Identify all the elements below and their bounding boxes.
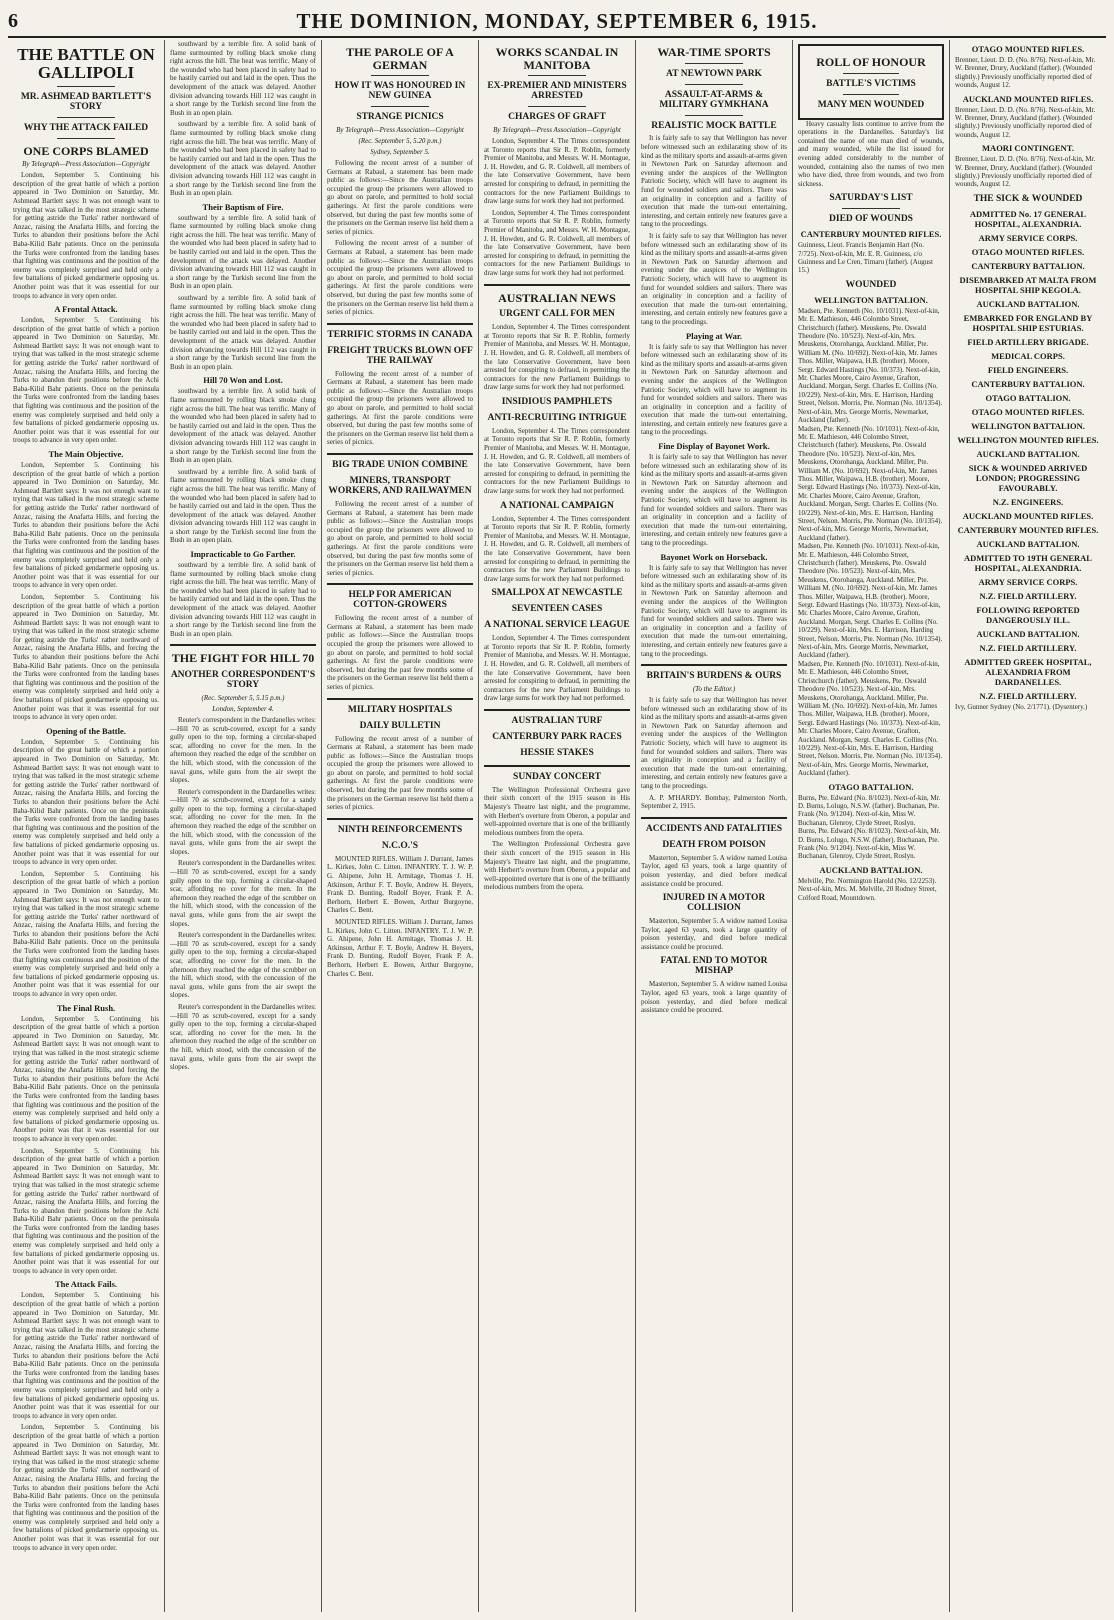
headline-works-scandal: WORKS SCANDAL IN MANITOBA (495, 45, 619, 72)
name-list: MOUNTED RIFLES. William J. Durrant, James L. Kirkes, John C. Litten. INFANTRY. T. J. W. P. G. Ahipene, John H. Armitage, Thomas J. H. Atkinson, Arthur F. T. Boyle, Andrew H. Beyers, Frank D. Bunting, Rudolf Boyer, Frank P. A. Berhorn, Herbert E. Bowen, Arthur Burgoyne, Charles C. Bent. (327, 917, 473, 978)
article-body: Reuter's correspondent in the Dardanelles writes:—Hill 70 as scrub-covered, except for a sandy gully open to the top, forming a circular-shaped scar, affording no cover for the men. In the afternoon they reached the edge of the scrubber on the hill, which stood, with the concussion of the naval guns, while guns from the air swept the slopes. (170, 1002, 316, 1072)
subhead-battles-victims: BATTLE'S VICTIMS (826, 78, 916, 89)
subhead-correspondent-story: ANOTHER CORRESPONDENT'S STORY (170, 670, 316, 690)
article-body: Masterton, September 5. A widow named Louisa Taylor, aged 63 years, took a large quantity of poison yesterday, and died before medical assistance could be procured. (641, 853, 787, 888)
casualty-list: Burns, Pte. Edward (No. 8/1023). Next-of-kin, Mr. D. Burns, Lolugo, N.S.W. (father). Buchanan, Pte. Frank (No. 9/1204). Next-of-kin, Miss W. Buchanan, Glenroy, Clyde Street, Roslyn. (798, 793, 941, 827)
section-heading: Playing at War. (686, 330, 742, 341)
unit-heading: N.Z. FIELD ARTILLERY. (979, 642, 1077, 653)
article-body: London, September 5. Continuing his description of the great battle of which a portion appeared in Two Dominion on Saturday, Mr. Ashmead Bartlett says: It was not enough want to trying that was talked in the most strategic scheme for getting astride the Turks' rather northward of Anzac, raising the Anafarta Hills, and forcing the Turks to abandon their positions before the Achi Baba-Kilid Bahr patients. Once on the peninsula the Turks were confronted from the landing bases that fighting was continuous and the position of the enemy was completely surprised and held only a few battalions of picked gendarmerie opposing us. Another point was that it was essential for our troops to advance in very open order. (13, 1423, 159, 1552)
article-body: southward by a terrible fire. A solid bank of flame surmounted by rolling black smoke clung right across the hill. The heat was terrific. Many of the wounded who had been placed in safety had to be hastily carried out and laid in the open. Thus the development of the attack was delayed. Another division advancing towards Hill 112 was caught in a short range by the Turkish second line from the Bush in an open plain. (170, 467, 316, 545)
section-heading: A Frontal Attack. (54, 304, 118, 315)
headline-saturdays-list: SATURDAY'S LIST (829, 193, 913, 204)
column-7 (950, 40, 1106, 1612)
subhead-daily-bulletin: DAILY BULLETIN (359, 720, 441, 731)
unit-heading: OTAGO BATTALION. (985, 392, 1071, 403)
subhead-anti-recruiting: ANTI-RECRUITING INTRIGUE (487, 412, 627, 423)
casualty-list: Madsen, Pte. Kenneth (No. 10/1031). Next-of-kin, Mr. E. Mathieson, 446 Colombo Street, Christchurch (father). Meuskens, Pte. Oswald Theodore (No. 10/523). Next-of-kin, Mrs. Meuskens, Otorohanga, Auckland. Miller, Pte. William M. (No. 10/692). Next-of-kin, Mr. James Thos. Miller, Waipawa, H.B. (brother). Moore, Sergt. Edward Hastings (No. 10/373). Next-of-kin, Mr. Charles Moore, Cairo Avenue, Grafton, Auckland. Morgan, Sergt. Charles E. Collins (No. 10/229). Next-of-kin, Mrs. E. Harrison, Harding Street, Nelson. Morris, Pte. Norman (No. 10/1354). Next-of-kin, Mrs. George Morris, Newmarket, Auckland (father). (798, 659, 943, 778)
article-body: London, September 5. Continuing his description of the great battle of which a portion appeared in Two Dominion on Saturday, Mr. Ashmead Bartlett says: It was not enough want to trying that was talked in the most strategic scheme for getting astride the Turks' rather northward of Anzac, raising the Anafarta Hills, and forcing the Turks to abandon their positions before the Achi Baba-Kilid Bahr patients. Once on the peninsula the Turks were confronted from the landing bases that fighting was continuous and the position of the enemy was completely surprised and held only a few battalions of picked gendarmerie opposing us. Another point was that it was essential for our troops to advance in very open order. (13, 1146, 159, 1275)
unit-heading: WELLINGTON MOUNTED RIFLES. (957, 434, 1099, 445)
byline: By Telegraph—Press Association—Copyright (22, 160, 150, 169)
unit-heading: AUCKLAND MOUNTED RIFLES. (962, 93, 1094, 104)
column-5 (636, 40, 793, 1612)
headline-battle-gallipoli: THE BATTLE ON GALLIPOLI (17, 45, 155, 82)
article-body: It is fairly safe to say that Wellington has never before witnessed such an exhilarating show of its kind as the military sports and assault-at-arms given in Newtown Park on Saturday afternoon and evening under the auspices of the Wellington Patriotic Society, which will have to augment its fund for wounded soldiers and sailors. There was an originality in conception and a facility of execution that made the turn-out entertaining, interesting, and certain entirely new features gave a tang to the proceedings. (641, 342, 787, 437)
headline-australian-news: AUSTRALIAN NEWS (498, 290, 616, 305)
section-heading: Their Baptism of Fire. (202, 201, 284, 212)
subhead-attack-failed: WHY THE ATTACK FAILED (23, 122, 149, 133)
unit-heading: CANTERBURY BATTALION. (971, 378, 1085, 389)
headline-fight-hill-70: THE FIGHT FOR HILL 70 (171, 651, 315, 666)
headline-parole-german: THE PAROLE OF A GERMAN (346, 45, 454, 72)
article-body: southward by a terrible fire. A solid bank of flame surmounted by rolling black smoke clung right across the hill. The heat was terrific. Many of the wounded who had been placed in safety had to be hastily carried out and laid in the open. Thus the development of the attack was delayed. Another division advancing towards Hill 112 was caught in a short range by the Turkish second line from the Bush in an open plain. (170, 213, 316, 291)
dateline: London, September 4. (212, 704, 274, 713)
subhead-ncos: N.C.O.'S (381, 840, 419, 851)
subhead-ex-premier: EX-PREMIER AND MINISTERS ARRESTED (487, 81, 627, 102)
columns (8, 40, 1106, 1612)
subhead-bartlett-story: MR. ASHMEAD BARTLETT'S STORY (20, 91, 152, 112)
article-body: southward by a terrible fire. A solid bank of flame surmounted by rolling black smoke clung right across the hill. The heat was terrific. Many of the wounded who had been placed in safety had to be hastily carried out and laid in the open. Thus the development of the attack was delayed. Another division advancing towards Hill 112 was caught in a short range by the Turkish second line from the Bush in an open plain. (170, 120, 316, 198)
unit-heading: OTAGO MOUNTED RIFLES. (971, 246, 1085, 257)
subhead-strange-picnics: STRANGE PICNICS (356, 112, 444, 123)
article-body: London, September 5. Continuing his description of the great battle of which a portion appeared in Two Dominion on Saturday, Mr. Ashmead Bartlett says: It was not enough want to trying that was talked in the most strategic scheme for getting astride the Turks' rather northward of Anzac, raising the Anafarta Hills, and forcing the Turks to abandon their positions before the Achi Baba-Kilid Bahr patients. Once on the peninsula the Turks were confronted from the landing bases that fighting was continuous and the position of the enemy was completely surprised and held only a few battalions of picked gendarmerie opposing us. Another point was that it was essential for our troops to advance in very open order. (13, 592, 159, 722)
unit-heading: AUCKLAND BATTALION. (819, 864, 923, 875)
headline-wounded: WOUNDED (845, 279, 897, 290)
article-body: It is fairly safe to say that Wellington has never before witnessed such an exhilarating show of its kind as the military sports and assault-at-arms given in Newtown Park on Saturday afternoon and evening under the auspices of the Wellington Patriotic Society, which will have to augment its fund for wounded soldiers and sailors. There was an originality in conception and a facility of execution that made the turn-out entertaining, interesting, and certain entirely new features gave a tang to the proceedings. (641, 453, 787, 547)
unit-heading: SICK & WOUNDED ARRIVED LONDON; PROGRESSING FAVOURABLY. (968, 462, 1088, 493)
section-heading: The Final Rush. (56, 1002, 116, 1013)
article-body: Reuter's correspondent in the Dardanelles writes:—Hill 70 as scrub-covered, except for a sandy gully open to the top, forming a circular-shaped scar, affording no cover for the men. In the afternoon they reached the edge of the scrubber on the hill, which stood, with the concussion of the naval guns, while guns from the air swept the slopes. (170, 787, 316, 856)
section-heading: Bayonet Work on Horseback. (660, 551, 768, 562)
casualty-list: Melville, Pte. Normington Harold (No. 12/2253). Next-of-kin, Mrs. M. Melville, 20 Rodney Street, Colford Road, Mountdown. (798, 876, 937, 902)
name-list: MOUNTED RIFLES. William J. Durrant, James L. Kirkes, John C. Litten. INFANTRY. T. J. W. P. G. Ahipene, John H. Armitage, Thomas J. H. Atkinson, Arthur F. T. Boyle, Andrew H. Beyers, Frank D. Bunting, Rudolf Boyer, Frank P. A. Berhorn, Herbert E. Bowen, Arthur Burgoyne, Charles C. Bent. (327, 854, 473, 915)
article-body: The Wellington Professional Orchestra gave their sixth concert of the 1915 season in His Majesty's Theatre last night, and the programme, with Herbert's overture from Oberon, a popular and well-appointed overture that is one of the brilliantly melodious numbers from the opera. (484, 840, 630, 892)
unit-heading: ADMITTED TO 19TH GENERAL HOSPITAL, ALEXANDRIA. (964, 552, 1092, 573)
article-body: southward by a terrible fire. A solid bank of flame surmounted by rolling black smoke clung right across the hill. The heat was terrific. Many of the wounded who had been placed in safety had to be hastily carried out and laid in the open. Thus the development of the attack was delayed. Another division advancing towards Hill 112 was caught in a short range by the Turkish second line from the Bush in an open plain. (170, 561, 316, 638)
unit-heading: WELLINGTON BATTALION. (971, 420, 1085, 431)
casualty-entry: Ivy, Gunner Sydney (No. 2/1771). (Dysentery.) (955, 702, 1088, 711)
unit-heading: N.Z. ENGINEERS. (992, 496, 1064, 507)
page-number: 6 (8, 9, 18, 32)
unit-heading: CANTERBURY MOUNTED RIFLES. (957, 524, 1099, 535)
subhead-mock-battle: REALISTIC MOCK BATTLE (651, 120, 777, 131)
unit-heading: ARMY SERVICE CORPS. (978, 576, 1078, 587)
column-1 (8, 40, 165, 1612)
article-body: London, September 4. The Times correspondent at Toronto reports that Sir R. P. Roblin, formerly Premier of Manitoba, and Messrs. W. H. Montague, J. H. Howden, and G. R. Coldwell, all members of the late Conservative Government, have been arrested for conspiring to defraud, in permitting the contractors for the new Parliament Buildings to draw large sums for work they had not performed. (484, 323, 630, 392)
article-body: Heavy casualty lists continue to arrive from the operations in the Dardanelles. Saturday's list contained the name of one man died of wounds, and many wounded, while the list issued for evening added considerably to the number of wounded, containing also the names of two men who have died, three from wounds, and two from sickness. (798, 119, 944, 188)
unit-heading: ADMITTED GREEK HOSPITAL, ALEXANDRIA FROM DARDANELLES. (964, 656, 1092, 687)
article-body: southward by a terrible fire. A solid bank of flame surmounted by rolling black smoke clung right across the hill. The heat was terrific. Many of the wounded who had been placed in safety had to be hastily carried out and laid in the open. Thus the development of the attack was delayed. Another division advancing towards Hill 112 was caught in a short range by the Turkish second line from the Bush in an open plain. (170, 40, 316, 117)
unit-heading: ARMY SERVICE CORPS. (978, 232, 1078, 243)
section-heading: Fine Display of Bayonet Work. (658, 441, 770, 452)
article-body: Following the recent arrest of a number of Germans at Rabaul, a statement has been made public as follows:—Since the Australian troops occupied the group the prisoners were allowed to go about on parole, and permitted to hold social gatherings. At first the parole conditions were observed, but during the past few months some of the prisoners on the German reserve list held them a series of picnics. (327, 499, 473, 577)
unit-heading: EMBARKED FOR ENGLAND BY HOSPITAL SHIP ESTURIAS. (963, 312, 1093, 333)
headline-storms-canada: TERRIFIC STORMS IN CANADA (327, 329, 473, 340)
masthead (8, 6, 1106, 38)
article-body: Reuter's correspondent in the Dardanelles writes:—Hill 70 as scrub-covered, except for a sandy gully open to the top, forming a circular-shaped scar, affording no cover for the men. In the afternoon they reached the edge of the scrubber on the hill, which stood, with the concussion of the naval guns, while guns from the air swept the slopes. (170, 859, 316, 928)
headline-australian-turf: AUSTRALIAN TURF (511, 715, 603, 726)
unit-heading: MEDICAL CORPS. (991, 350, 1065, 361)
subhead-new-guinea: HOW IT WAS HONOURED IN NEW GUINEA (334, 81, 466, 102)
section-heading: Opening of the Battle. (46, 725, 126, 736)
column-6 (793, 40, 950, 1612)
dateline: Sydney, September 5. (370, 148, 430, 157)
unit-heading: DISEMBARKED AT MALTA FROM HOSPITAL SHIP KEGOLA. (959, 274, 1097, 295)
headline-sunday-concert: SUNDAY CONCERT (513, 771, 601, 782)
unit-heading: WELLINGTON BATTALION. (814, 294, 928, 305)
headline-smallpox: SMALLPOX AT NEWCASTLE (491, 588, 623, 599)
casualty-entry: Brenner, Lieut. D. D. (No. 8/76). Next-of-kin, Mr. W. Brenner, Drury, Auckland (father). (Wounded slightly.) Previously unofficially reported died of wounds, August 12. (955, 105, 1096, 139)
column-2 (165, 40, 322, 1612)
headline-service-league: A NATIONAL SERVICE LEAGUE (484, 620, 630, 631)
subhead-seventeen-cases: SEVENTEEN CASES (511, 604, 603, 615)
section-heading: The Attack Fails. (54, 1279, 118, 1290)
article-body: Following the recent arrest of a number of Germans at Rabaul, a statement has been made public as follows:—Since the Australian troops occupied the group the prisoners were allowed to go about on parole, and permitted to hold social gatherings. At first the parole conditions were observed, but during the past few months some of the prisoners on the German reserve list held them a series of picnics. (327, 239, 473, 317)
article-body: London, September 5. Continuing his description of the great battle of which a portion appeared in Two Dominion on Saturday, Mr. Ashmead Bartlett says: It was not enough want to trying that was talked in the most strategic scheme for getting astride the Turks' rather northward of Anzac, raising the Anafarta Hills, and forcing the Turks to abandon their positions before the Achi Baba-Kilid Bahr patients. Once on the peninsula the Turks were confronted from the landing bases that fighting was continuous and the position of the enemy was completely surprised and held only a few battalions of picked gendarmerie opposing us. Another point was that it was essential for our troops to advance in very open order. (13, 171, 159, 300)
article-body: London, September 4. The Times correspondent at Toronto reports that Sir R. P. Roblin, formerly Premier of Manitoba, and Messrs. W. H. Montague, J. H. Howden, and G. R. Coldwell, all members of the late Conservative Government, have been arrested for conspiring to defraud, in permitting the contractors for the new Parliament Buildings to draw large sums for work they had not performed. (484, 137, 630, 206)
article-body: Following the recent arrest of a number of Germans at Rabaul, a statement has been made public as follows:—Since the Australian troops occupied the group the prisoners were allowed to go about on parole, and permitted to hold social gatherings. At first the parole conditions were observed, but during the past few months some of the prisoners on the German reserve list held them a series of picnics. (327, 614, 473, 691)
unit-heading: MAORI CONTINGENT. (982, 143, 1074, 154)
article-body: Following the recent arrest of a number of Germans at Rabaul, a statement has been made public as follows:—Since the Australian troops occupied the group the prisoners were allowed to go about on parole, and permitted to hold social gatherings. At first the parole conditions were observed, but during the past few months some of the prisoners on the German reserve list held them a series of picnics. (327, 734, 473, 812)
casualty-entry: Brenner, Lieut. D. D. (No. 8/76). Next-of-kin, Mr. W. Brenner, Drury, Auckland (father). (Wounded slightly.) Previously unofficially reported died of wounds, August 12. (955, 155, 1096, 189)
casualty-list: Burns, Pte. Edward (No. 8/1023). Next-of-kin, Mr. D. Burns, Lolugo, N.S.W. (father). Buchanan, Pte. Frank (No. 9/1204). Next-of-kin, Miss W. Buchanan, Glenroy, Clyde Street, Roslyn. (798, 827, 941, 861)
headline-insidious-pamphlets: INSIDIOUS PAMPHLETS (501, 396, 613, 407)
article-body: London, September 5. Continuing his description of the great battle of which a portion appeared in Two Dominion on Saturday, Mr. Ashmead Bartlett says: It was not enough want to trying that was talked in the most strategic scheme for getting astride the Turks' rather northward of Anzac, raising the Anafarta Hills, and forcing the Turks to abandon their positions before the Achi Baba-Kilid Bahr patients. Once on the peninsula the Turks were confronted from the landing bases that fighting was continuous and the position of the enemy was completely surprised and held only a few battalions of picked gendarmerie opposing us. Another point was that it was essential for our troops to advance in very open order. (13, 316, 159, 445)
byline: By Telegraph—Press Association—Copyright (336, 126, 464, 135)
article-body: Reuter's correspondent in the Dardanelles writes:—Hill 70 as scrub-covered, except for a sandy gully open to the top, forming a circular-shaped scar, affording no cover for the men. In the afternoon they reached the edge of the scrubber on the hill, which stood, with the concussion of the naval guns, while guns from the air swept the slopes. (170, 931, 316, 1000)
letter-address: (To the Editor.) (692, 685, 736, 694)
rec-line: (Rec. September 5, 5.20 p.m.) (358, 137, 442, 146)
letter-signoff: A. P. M'HARDY. Bombay, Palmerston North, September 2, 1915. (641, 793, 787, 811)
unit-heading: OTAGO MOUNTED RIFLES. (971, 44, 1085, 54)
subhead-motor-mishap: FATAL END TO MOTOR MISHAP (660, 956, 768, 977)
subhead-charges-graft: CHARGES OF GRAFT (508, 112, 606, 123)
article-body: London, September 5. Continuing his description of the great battle of which a portion appeared in Two Dominion on Saturday, Mr. Ashmead Bartlett says: It was not enough want to trying that was talked in the most strategic scheme for getting astride the Turks' rather northward of Anzac, raising the Anafarta Hills, and forcing the Turks to abandon their positions before the Achi Baba-Kilid Bahr patients. Once on the peninsula the Turks were confronted from the landing bases that fighting was continuous and the position of the enemy was completely surprised and held only a few battalions of picked gendarmerie opposing us. Another point was that it was essential for our troops to advance in very open order. (13, 869, 159, 999)
article-body: Reuter's correspondent in the Dardanelles writes:—Hill 70 as scrub-covered, except for a sandy gully open to the top, forming a circular-shaped scar, affording no cover for the men. In the afternoon they reached the edge of the scrubber on the hill, which stood, with the concussion of the naval guns, while guns from the air swept the slopes. (170, 715, 316, 785)
unit-heading: FIELD ARTILLERY BRIGADE. (967, 336, 1089, 347)
article-body: Following the recent arrest of a number of Germans at Rabaul, a statement has been made public as follows:—Since the Australian troops occupied the group the prisoners were allowed to go about on parole, and permitted to hold social gatherings. At first the parole conditions were observed, but during the past few months some of the prisoners on the German reserve list held them a series of picnics. (327, 369, 473, 447)
article-body: It is fairly safe to say that Wellington has never before witnessed such an exhilarating show of its kind as the military sports and assault-at-arms given in Newtown Park on Saturday afternoon and evening under the auspices of the Wellington Patriotic Society, which will have to augment its fund for wounded soldiers and sailors. There was an originality in conception and a facility of execution that made the turn-out entertaining, interesting, and certain entirely new features gave a tang to the proceedings. (641, 134, 787, 229)
subhead-motor-collision: INJURED IN A MOTOR COLLISION (662, 893, 766, 914)
rec-line: (Rec. September 5, 5.15 p.m.) (201, 693, 285, 702)
headline-national-campaign: A NATIONAL CAMPAIGN (500, 500, 614, 511)
unit-heading: N.Z. FIELD ARTILLERY. (979, 690, 1077, 701)
unit-heading: OTAGO MOUNTED RIFLES. (971, 406, 1085, 417)
headline-military-hospitals: MILITARY HOSPITALS (347, 704, 453, 715)
article-body: London, September 4. The Times correspondent at Toronto reports that Sir R. P. Roblin, formerly Premier of Manitoba, and Messrs. W. H. Montague, J. H. Howden, and G. R. Coldwell, all members of the late Conservative Government, have been arrested for conspiring to defraud, in permitting the contractors for the new Parliament Buildings to draw large sums for work they had not performed. (484, 426, 630, 495)
subhead-death-poison: DEATH FROM POISON (662, 839, 766, 850)
headline-died-of-wounds: DIED OF WOUNDS (829, 214, 913, 225)
headline-cotton-growers: HELP FOR AMERICAN COTTON-GROWERS (348, 590, 452, 611)
headline-trade-union: BIG TRADE UNION COMBINE (332, 460, 468, 471)
subhead-assault-at-arms: ASSAULT-AT-ARMS & MILITARY GYMKHANA (659, 89, 769, 110)
unit-heading: CANTERBURY BATTALION. (971, 260, 1085, 271)
unit-heading: FOLLOWING REPORTED DANGEROUSLY ILL. (976, 604, 1080, 625)
casualty-list: Madsen, Pte. Kenneth (No. 10/1031). Next-of-kin, Mr. E. Mathieson, 446 Colombo Street, Christchurch (father). Meuskens, Pte. Oswald Theodore (No. 10/523). Next-of-kin, Mrs. Meuskens, Otorohanga, Auckland. Miller, Pte. William M. (No. 10/692). Next-of-kin, Mr. James Thos. Miller, Waipawa, H.B. (brother). Moore, Sergt. Edward Hastings (No. 10/373). Next-of-kin, Mr. Charles Moore, Cairo Avenue, Grafton, Auckland. Morgan, Sergt. Charles E. Collins (No. 10/229). Next-of-kin, Mrs. E. Harrison, Harding Street, Nelson. Morris, Pte. Norman (No. 10/1354). Next-of-kin, Mrs. George Morris, Newmarket, Auckland (father). (798, 542, 943, 660)
subhead-miners: MINERS, TRANSPORT WORKERS, AND RAILWAYMEN (328, 476, 472, 496)
unit-heading: AUCKLAND BATTALION. (976, 298, 1080, 309)
article-body: London, September 4. The Times correspondent at Toronto reports that Sir R. P. Roblin, formerly Premier of Manitoba, and Messrs. W. H. Montague, J. H. Howden, and G. R. Coldwell, all members of the late Conservative Government, have been arrested for conspiring to defraud, in permitting the contractors for the new Parliament Buildings to draw large sums for work they had not performed. (484, 514, 630, 583)
article-body: London, September 5. Continuing his description of the great battle of which a portion appeared in Two Dominion on Saturday, Mr. Ashmead Bartlett says: It was not enough want to trying that was talked in the most strategic scheme for getting astride the Turks' rather northward of Anzac, raising the Anafarta Hills, and forcing the Turks to abandon their positions before the Achi Baba-Kilid Bahr patients. Once on the peninsula the Turks were confronted from the landing bases that fighting was continuous and the position of the enemy was completely surprised and held only a few battalions of picked gendarmerie opposing us. Another point was that it was essential for our troops to advance in very open order. (13, 737, 159, 867)
headline-sick-wounded: THE SICK & WOUNDED (973, 193, 1083, 204)
subhead-freight-trucks: FREIGHT TRUCKS BLOWN OFF THE RAILWAY (327, 345, 473, 366)
article-body: Masterton, September 5. A widow named Louisa Taylor, aged 63 years, took a large quantity of poison yesterday, and died before medical assistance could be procured. (641, 917, 787, 951)
subhead-newtown-park: AT NEWTOWN PARK (666, 68, 762, 79)
subhead-urgent-call: URGENT CALL FOR MEN (499, 309, 615, 320)
article-body: southward by a terrible fire. A solid bank of flame surmounted by rolling black smoke clung right across the hill. The heat was terrific. Many of the wounded who had been placed in safety had to be hastily carried out and laid in the open. Thus the development of the attack was delayed. Another division advancing towards Hill 112 was caught in a short range by the Turkish second line from the Bush in an open plain. (170, 387, 316, 465)
article-body: It is fairly safe to say that Wellington has never before witnessed such an exhilarating show of its kind as the military sports and assault-at-arms given in Newtown Park on Saturday afternoon and evening under the auspices of the Wellington Patriotic Society, which will have to augment its fund for wounded soldiers and sailors. There was an originality in conception and a facility of execution that made the turn-out entertaining, interesting, and certain entirely new features gave a tang to the proceedings. (641, 232, 787, 326)
subhead-corps-blamed: ONE CORPS BLAMED (23, 143, 149, 158)
article-body: Following the recent arrest of a number of Germans at Rabaul, a statement has been made public as follows:—Since the Australian troops occupied the group the prisoners were allowed to go about on parole, and permitted to hold social gatherings. At first the parole conditions were observed, but during the past few months some of the prisoners on the German reserve list held them a series of picnics. (327, 159, 473, 236)
section-heading: Hill 70 Won and Lost. (203, 375, 283, 386)
column-4 (479, 40, 636, 1612)
casualty-entry: Guinness, Lieut. Francis Benjamin Hart (No. 7/725). Next-of-kin, Mr. E. R. Guinness, c/o Guinness and Le Cren, Timaru (father). (August 15.) (798, 241, 933, 275)
headline-war-time-sports: WAR-TIME SPORTS (657, 45, 771, 59)
newspaper-title: THE DOMINION, MONDAY, SEPTEMBER 6, 1915. (296, 8, 818, 33)
unit-heading: AUCKLAND BATTALION. (976, 628, 1080, 639)
article-body: It is fairly safe to say that Wellington has never before witnessed such an exhilarating show of its kind as the military sports and assault-at-arms given in Newtown Park on Saturday afternoon and evening under the auspices of the Wellington Patriotic Society, which will have to augment its fund for wounded soldiers and sailors. There was an originality in conception and a facility of execution that made the turn-out entertaining, interesting, and certain entirely new features gave a tang to the proceedings. (641, 563, 787, 658)
headline-britains-burdens: BRITAIN'S BURDENS & OURS (646, 671, 782, 682)
unit-heading: AUCKLAND BATTALION. (976, 538, 1080, 549)
byline: By Telegraph—Press Association—Copyright (493, 126, 621, 135)
roll-of-honour-box (798, 44, 944, 120)
unit-heading: CANTERBURY MOUNTED RIFLES. (800, 229, 942, 240)
column-3 (322, 40, 479, 1612)
unit-heading: OTAGO BATTALION. (828, 781, 914, 792)
section-heading: The Main Objective. (48, 449, 124, 459)
article-body: London, September 4. The Times correspondent at Toronto reports that Sir R. P. Roblin, formerly Premier of Manitoba, and Messrs. W. H. Montague, J. H. Howden, and G. R. Coldwell, all members of the late Conservative Government, have been arrested for conspiring to defraud, in permitting the contractors for the new Parliament Buildings to draw large sums for work they had not performed. (484, 208, 630, 277)
unit-heading: AUCKLAND MOUNTED RIFLES. (962, 510, 1094, 521)
section-heading: Impracticable to Go Farther. (190, 549, 296, 560)
unit-heading: AUCKLAND BATTALION. (976, 448, 1080, 459)
subhead-hessie-stakes: HESSIE STAKES (520, 747, 594, 758)
unit-heading: FIELD ENGINEERS. (987, 364, 1069, 375)
casualty-list: Madsen, Pte. Kenneth (No. 10/1031). Next-of-kin, Mr. E. Mathieson, 446 Colombo Street, Christchurch (father). Meuskens, Pte. Oswald Theodore (No. 10/523). Next-of-kin, Mrs. Meuskens, Otorohanga, Auckland. Miller, Pte. William M. (No. 10/692). Next-of-kin, Mr. James Thos. Miller, Waipawa, H.B. (brother). Moore, Sergt. Edward Hastings (No. 10/373). Next-of-kin, Mr. Charles Moore, Cairo Avenue, Grafton, Auckland. Morgan, Sergt. Charles E. Collins (No. 10/229). Next-of-kin, Mrs. E. Harrison, Harding Street, Nelson. Morris, Pte. Norman (No. 10/1354). Next-of-kin, Mrs. George Morris, Newmarket, Auckland (father). (798, 424, 943, 542)
headline-ninth-reinforcements: NINTH REINFORCEMENTS (337, 824, 463, 835)
headline-roll-of-honour: ROLL OF HONOUR (816, 55, 926, 69)
subhead-many-wounded: MANY MEN WOUNDED (817, 99, 925, 110)
subhead-canterbury-park: CANTERBURY PARK RACES (492, 731, 622, 742)
casualty-list: Madsen, Pte. Kenneth (No. 10/1031). Next-of-kin, Mr. E. Mathieson, 446 Colombo Street, Christchurch (father). Meuskens, Pte. Oswald Theodore (No. 10/523). Next-of-kin, Mrs. Meuskens, Otorohanga, Auckland. Miller, Pte. William M. (No. 10/692). Next-of-kin, Mr. James Thos. Miller, Waipawa, H.B. (brother). Moore, Sergt. Edward Hastings (No. 10/373). Next-of-kin, Mr. Charles Moore, Cairo Avenue, Grafton, Auckland. Morgan, Sergt. Charles E. Collins (No. 10/229). Next-of-kin, Mrs. E. Harrison, Harding Street, Nelson. Morris, Pte. Norman (No. 10/1354). Next-of-kin, Mrs. George Morris, Newmarket, Auckland (father). (798, 306, 943, 425)
article-body: London, September 5. Continuing his description of the great battle of which a portion appeared in Two Dominion on Saturday, Mr. Ashmead Bartlett says: It was not enough want to trying that was talked in the most strategic scheme for getting astride the Turks' rather northward of Anzac, raising the Anafarta Hills, and forcing the Turks to abandon their positions before the Achi Baba-Kilid Bahr patients. Once on the peninsula the Turks were confronted from the landing bases that fighting was continuous and the position of the enemy was completely surprised and held only a few battalions of picked gendarmerie opposing us. Another point was that it was essential for our troops to advance in very open order. (13, 1014, 159, 1143)
article-body: It is fairly safe to say that Wellington has never before witnessed such an exhilarating show of its kind as the military sports and assault-at-arms given in Newtown Park on Saturday afternoon and evening under the auspices of the Wellington Patriotic Society, which will have to augment its fund for wounded soldiers and sailors. There was an originality in conception and a facility of execution that made the turn-out entertaining, interesting, and certain entirely new features gave a tang to the proceedings. (641, 696, 787, 791)
article-body: southward by a terrible fire. A solid bank of flame surmounted by rolling black smoke clung right across the hill. The heat was terrific. Many of the wounded who had been placed in safety had to be hastily carried out and laid in the open. Thus the development of the attack was delayed. Another division advancing towards Hill 112 was caught in a short range by the Turkish second line from the Bush in an open plain. (170, 294, 316, 371)
unit-heading: N.Z. FIELD ARTILLERY. (979, 590, 1077, 601)
unit-heading: ADMITTED No. 17 GENERAL HOSPITAL, ALEXANDRIA. (969, 208, 1087, 229)
article-body: London, September 5. Continuing his description of the great battle of which a portion appeared in Two Dominion on Saturday, Mr. Ashmead Bartlett says: It was not enough want to trying that was talked in the most strategic scheme for getting astride the Turks' rather northward of Anzac, raising the Anafarta Hills, and forcing the Turks to abandon their positions before the Achi Baba-Kilid Bahr patients. Once on the peninsula the Turks were confronted from the landing bases that fighting was continuous and the position of the enemy was completely surprised and held only a few battalions of picked gendarmerie opposing us. Another point was that it was essential for our troops to advance in very open order. (13, 1291, 159, 1420)
article-body: London, September 4. The Times correspondent at Toronto reports that Sir R. P. Roblin, formerly Premier of Manitoba, and Messrs. W. H. Montague, J. H. Howden, and G. R. Coldwell, all members of the late Conservative Government, have been arrested for conspiring to defraud, in permitting the contractors for the new Parliament Buildings to draw large sums for work they had not performed. (484, 634, 630, 703)
article-body: Masterton, September 5. A widow named Louisa Taylor, aged 63 years, took a large quantity of poison yesterday, and died before medical assistance could be procured. (641, 980, 787, 1015)
article-body: The Wellington Professional Orchestra gave their sixth concert of the 1915 season in His Majesty's Theatre last night, and the programme, with Herbert's overture from Oberon, a popular and well-appointed overture that is one of the brilliantly melodious numbers from the opera. (484, 785, 630, 837)
casualty-entry: Brenner, Lieut. D. D. (No. 8/76). Next-of-kin, Mr. W. Brenner, Drury, Auckland (father). (Wounded slightly.) Previously unofficially reported died of wounds, August 12. (955, 56, 1096, 90)
article-body: London, September 5. Continuing his description of the great battle of which a portion appeared in Two Dominion on Saturday, Mr. Ashmead Bartlett says: It was not enough want to trying that was talked in the most strategic scheme for getting astride the Turks' rather northward of Anzac, raising the Anafarta Hills, and forcing the Turks to abandon their positions before the Achi Baba-Kilid Bahr patients. Once on the peninsula the Turks were confronted from the landing bases that fighting was continuous and the position of the enemy was completely surprised and held only a few battalions of picked gendarmerie opposing us. Another point was that it was essential for our troops to advance in very open order. (13, 461, 159, 590)
headline-accidents: ACCIDENTS AND FATALITIES (645, 823, 783, 834)
